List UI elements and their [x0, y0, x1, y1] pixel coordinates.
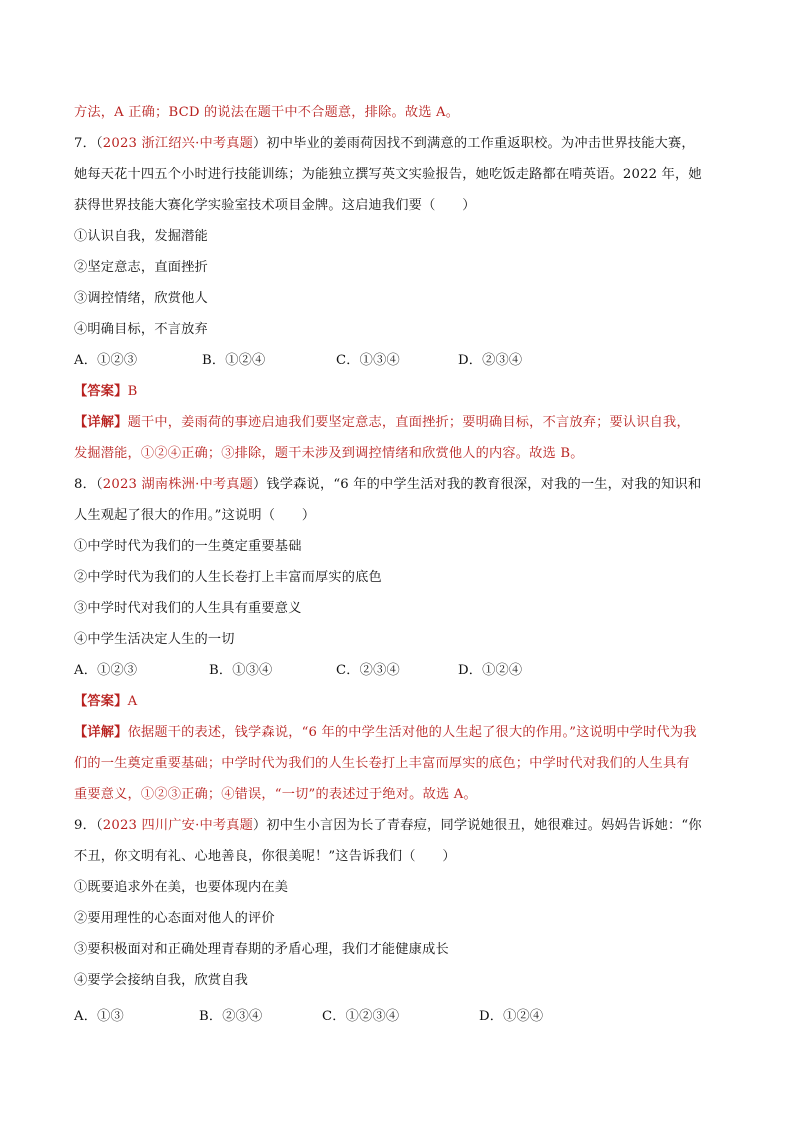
q8-answer [74, 693, 734, 711]
q7-answer-value: B [127, 384, 138, 399]
q7-source: 2023 浙江绍兴·中考真题 [102, 136, 254, 151]
q8-source: 2023 湖南株洲·中考真题 [102, 477, 254, 492]
q9-source: 2023 四川广安·中考真题 [102, 818, 254, 833]
q8-detail-line-2: 们的一生奠定重要基础；中学时代为我们的人生长卷打上丰富而厚实的底色；中学时代对我们的人生具有 [74, 756, 690, 771]
q9-item-1: ①既要追求外在美，也要体现内在美 [74, 880, 289, 895]
q8-answer-tag: 【答案】 [74, 694, 128, 709]
q8-detail-part-1: 依据题干的表述，钱学森说，“6 年的中学生活对他的人生起了很大的作用。”这说明中学时代为我 [127, 725, 697, 740]
q9-item-3: ③要积极面对和正确处理青春期的矛盾心理，我们才能健康成长 [74, 942, 449, 957]
q7-item-2: ②坚定意志，直面挫折 [74, 260, 208, 275]
q7-item-4: ④明确目标，不言放弃 [74, 322, 208, 337]
q9-number: 9．（ [74, 818, 103, 833]
q8-stem-part-1: ）钱学森说，“6 年的中学生活对我的教育很深，对我的一生，对我的知识和 [253, 477, 702, 492]
q7-stem-line-1 [74, 135, 734, 153]
q7-answer [74, 383, 734, 401]
q8-item-1: ①中学时代为我们的一生奠定重要基础 [74, 539, 302, 554]
q8-answer-value: A [127, 694, 138, 709]
q8-detail-tag: 【详解】 [74, 725, 128, 740]
intro-text: 方法，A 正确；BCD 的说法在题干中不合题意，排除。故选 A。 [74, 105, 460, 120]
q8-number: 8．（ [74, 477, 103, 492]
q7-stem-line-2: 她每天花十四五个小时进行技能训练；为能独立撰写英文实验报告，她吃饭走路都在啃英语。2022 年，她 [74, 167, 702, 182]
q9-stem-line-1 [74, 817, 734, 835]
q7-stem-line-3: 获得世界技能大赛化学实验室技术项目金牌。这启迪我们要（ ） [74, 198, 476, 213]
q9-stem-line-2: 不丑，你文明有礼、心地善良，你很美呢！”这告诉我们（ ） [74, 849, 456, 864]
q8-item-3: ③中学时代对我们的人生具有重要意义 [74, 601, 302, 616]
q7-detail-part-1: 题干中，姜雨荷的事迹启迪我们要坚定意志，直面挫折；要明确目标，不言放弃；要认识自我， [127, 415, 690, 430]
q8-stem-line-2: 人生观起了很大的作用。”这说明（ ） [74, 508, 316, 523]
q9-item-2: ②要用理性的心态面对他人的评价 [74, 911, 275, 926]
q9-option-d: D．①②④ [479, 1009, 544, 1024]
q9-option-a: A．①③ [74, 1009, 124, 1024]
q7-detail-tag: 【详解】 [74, 415, 128, 430]
q8-item-4: ④中学生活决定人生的一切 [74, 632, 235, 647]
q7-detail-line-1 [74, 414, 734, 432]
q8-option-a: A．①②③ [74, 663, 138, 678]
q8-detail-line-3: 重要意义，①②③正确；④错误，“一切”的表述过于绝对。故选 A。 [74, 787, 477, 802]
q8-option-d: D．①②④ [458, 663, 523, 678]
q7-option-c: C．①③④ [336, 353, 400, 368]
q7-number: 7．（ [74, 136, 103, 151]
q9-stem-part-1: ）初中生小言因为长了青春痘，同学说她很丑，她很难过。妈妈告诉她：“你 [253, 818, 702, 833]
q7-option-d: D．②③④ [458, 353, 523, 368]
q7-detail-line-2: 发掘潜能，①②④正确；③排除，题干未涉及到调控情绪和欣赏他人的内容。故选 B。 [74, 446, 584, 461]
q9-item-4: ④要学会接纳自我，欣赏自我 [74, 973, 249, 988]
q9-option-b: B．②③④ [199, 1009, 263, 1024]
q7-item-1: ①认识自我，发掘潜能 [74, 229, 208, 244]
q7-answer-tag: 【答案】 [74, 384, 128, 399]
q7-item-3: ③调控情绪，欣赏他人 [74, 291, 208, 306]
q8-option-b: B．①③④ [209, 663, 273, 678]
q7-option-b: B．①②④ [202, 353, 266, 368]
q7-option-a: A．①②③ [74, 353, 138, 368]
q8-item-2: ②中学时代为我们的人生长卷打上丰富而厚实的底色 [74, 570, 382, 585]
q8-option-c: C．②③④ [336, 663, 400, 678]
q8-detail-line-1 [74, 724, 734, 742]
q9-option-c: C．①②③④ [322, 1009, 400, 1024]
q7-stem-part-1: ）初中毕业的姜雨荷因找不到满意的工作重返职校。为冲击世界技能大赛， [253, 136, 695, 151]
q8-stem-line-1 [74, 476, 734, 494]
